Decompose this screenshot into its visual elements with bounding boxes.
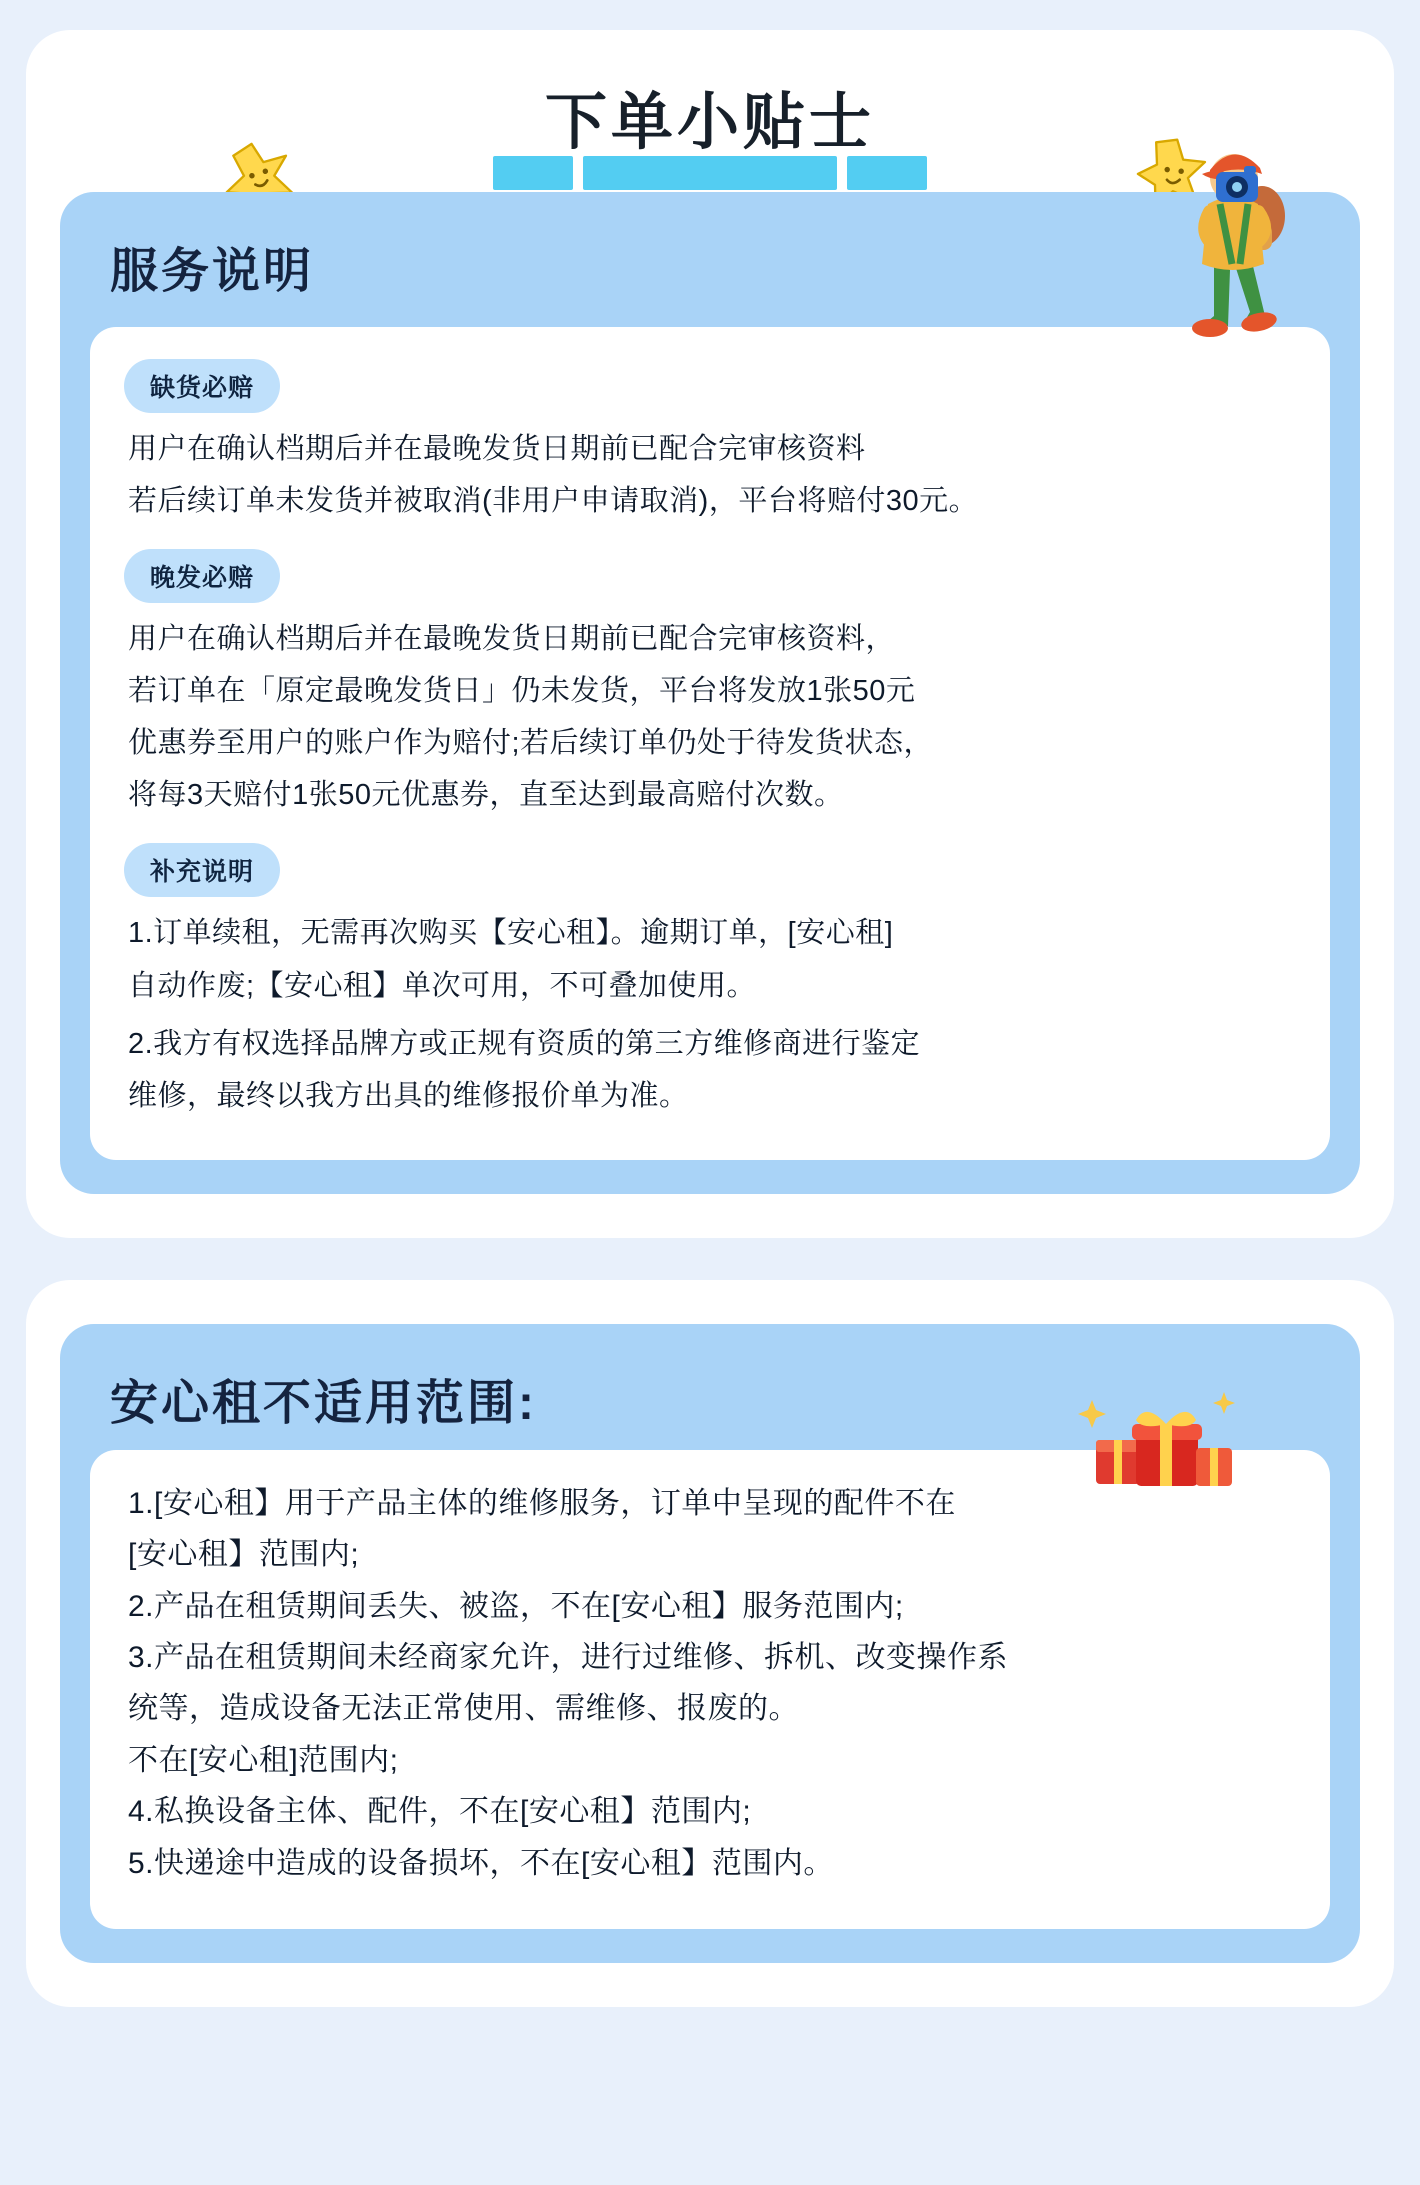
exclusions-card [26, 1280, 1394, 2007]
paragraph-line: 若订单在「原定最晚发货日」仍未发货，平台将发放1张50元 [128, 675, 916, 708]
badge-late-shipping: 晚发必赔 [124, 549, 280, 603]
underline-segment [847, 156, 927, 190]
badge-additional-notes: 补充说明 [124, 843, 280, 897]
block-additional-notes [124, 843, 1296, 1117]
exclusion-line: 3.产品在租赁期间未经商家允许，进行过维修、拆机、改变操作系 [128, 1640, 1009, 1674]
block-late-shipping [124, 549, 1296, 817]
panel-title: 安心租不适用范围: [110, 1376, 537, 1430]
service-description-content [90, 327, 1330, 1160]
badge-out-of-stock: 缺货必赔 [124, 359, 280, 413]
exclusions-header [90, 1364, 1330, 1450]
exclusion-line: 统等，造成设备无法正常使用、需维修、报废的。 [128, 1692, 799, 1726]
title-wrap [515, 88, 905, 157]
service-description-panel [60, 192, 1360, 1194]
underline-segment [493, 156, 573, 190]
traveler-with-camera-icon [1158, 120, 1308, 350]
exclusion-line: 不在[安心租]范围内; [128, 1743, 399, 1777]
paragraph-line: 若后续订单未发货并被取消(非用户申请取消)，平台将赔付30元。 [128, 485, 979, 518]
paragraph-line: 2.我方有权选择品牌方或正规有资质的第三方维修商进行鉴定 [128, 1027, 921, 1060]
paragraph-line: 优惠券至用户的账户作为赔付;若后续订单仍处于待发货状态， [128, 727, 934, 760]
exclusions-panel [60, 1324, 1360, 1963]
paragraph-line: 用户在确认档期后并在最晚发货日期前已配合完审核资料 [128, 433, 866, 465]
paragraph-line: 自动作废;【安心租】单次可用，不可叠加使用。 [128, 969, 757, 1002]
exclusion-line: [安心租】范围内; [128, 1538, 360, 1572]
exclusions-content [90, 1450, 1330, 1929]
page-title: 下单小贴士 [544, 88, 875, 157]
block-out-of-stock [124, 359, 1296, 523]
gift-boxes-icon [1074, 1378, 1244, 1498]
service-description-card [26, 30, 1394, 1238]
paragraph-line: 将每3天赔付1张50元优惠券，直至达到最高赔付次数。 [128, 779, 844, 812]
panel-title: 服务说明 [110, 245, 315, 298]
underline-segment [583, 156, 837, 190]
exclusion-line: 1.[安心租】用于产品主体的维修服务，订单中呈现的配件不在 [128, 1486, 956, 1520]
title-underline [493, 156, 927, 190]
exclusion-line: 4.私换设备主体、配件，不在[安心租】范围内; [128, 1795, 752, 1829]
paragraph-line: 用户在确认档期后并在最晚发货日期前已配合完审核资料， [128, 623, 896, 656]
exclusion-line: 2.产品在租赁期间丢失、被盗，不在[安心租】服务范围内; [128, 1589, 904, 1623]
exclusion-line: 5.快递途中造成的设备损坏，不在[安心租】范围内。 [128, 1846, 834, 1880]
paragraph-line: 1.订单续租，无需再次购买【安心租】。逾期订单，[安心租] [128, 917, 894, 950]
paragraph-line: 维修，最终以我方出具的维修报价单为准。 [128, 1079, 689, 1112]
